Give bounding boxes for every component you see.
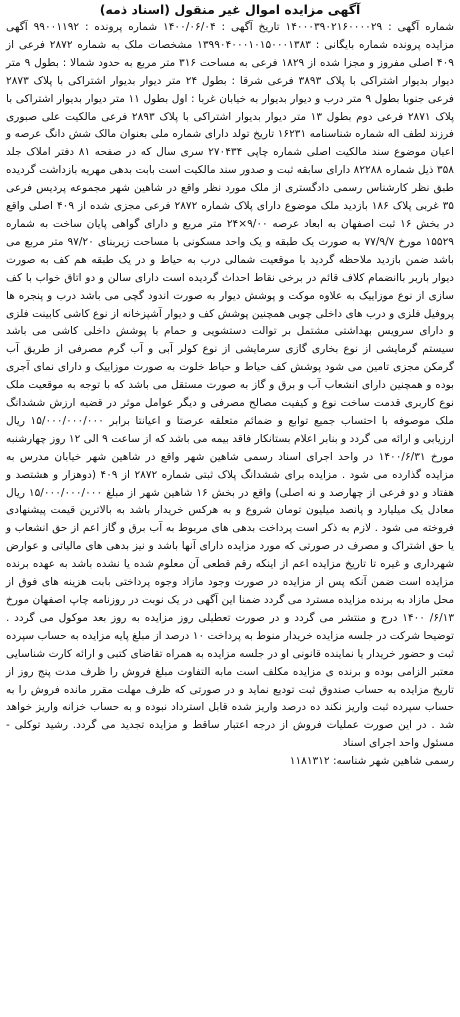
notice-title: آگهی مزایده اموال غیر منقول (اسناد ذمه) <box>99 2 361 17</box>
notice-body: شماره آگهی : ۱۴۰۰۰۳۹۰۲۱۶۰۰۰۰۲۹ تاریخ آگهی : ۱۴۰۰/۰۶/۰۴ شماره پرونده : ۹۹۰۰۱۱۹۲ آگهی مزایده پرونده شماره بایگانی : ۱۳۹۹۰۴۰۰۰۱۰۱۵۰۰۰۱۳۸۳ مشخصات ملک به شماره ۲۸۷۲ فرعی از ۴۰۹ اصلی مفروز و مجزا شده از ۱۸۲۹ فرعی به مساحت ۳۱۶ متر مربع به حدود شمالا : بطول ۹ متر دیوار بدیوار اشتراکی با پلاک ۳۸۹۳ فرعی شرقا : بطول ۲۴ متر دیوار بدیوار اشتراکی با پلاک ۲۸۷۳ فرعی جنوبا بطول ۹ متر درب و دیوار بدیوار به خیابان غربا : اول بطول ۱۱ متر دیوار بدیوار اشتراکی با پلاک ۲۸۷۱ فرعی دوم بطول ۱۳ متر دیوار بدیوار اشتراکی با پلاک ۲۸۹۳ فرعی مالکیت علی صبوری فرزند لطف اله شماره شناسنامه ۱۶۲۳۱ تاریخ تولد دارای شماره ملی بعنوان مالک شش دانگ عرصه و اعیان موضوع سند مالکیت اصلی شماره چاپی ۲۷۰۴۳۴ سری سال که در صفحه ۸۱ دفتر املاک جلد ۳۵۸ ذیل شماره ۸۲۲۸۸ دارای سابقه ثبت و صدور سند مالکیت است بابت بدهی مهریه بازداشت گردیده طبق نظر کارشناس رسمی دادگستری از ملک مورد نظر واقع در شاهین شهر مجموعه پردیس فرعی ۳۵ غربی پلاک ۱۸۶ بازدید ملک موضوع دارای پلاک شماره ۲۸۷۲ فرعی مجزی شده از ۴۰۹ اصلی واقع در بخش ۱۶ ثبت اصفهان به ابعاد عرصه ۹/۰۰×۲۴ متر مربع و دارای گواهی پایان ساخت به شماره ۱۵۵۲۹ مورخ ۷۷/۹/۷ به صورت یک طبقه و یک واحد مسکونی با مساحت زیربنای ۹۷/۲۰ متر مربع می باشد ضمن بازدید ملاحظه گردید با موقعیت شمالی درب به حیاط و در یک طبقه هم کف به صورت دیوار باربر باانضمام کلاف قائم در برخی نقاط احداث گردیده است دارای سالن و دو اتاق خواب با کف سازی از نوع موزاییک به علاوه موکت و پوشش دیوار به صورت اندود گچی می باشد درب و پنجره ها پروفیل فلزی و درب های داخلی چوبی همچنین پوشش کف و دیوار آشپزخانه از نوع کاشی کابینت فلزی و دارای سرویس بهداشتی مشتمل بر توالت دستشویی و حمام با پوشش داخلی کاشی می باشد سیستم گرمایشی از نوع بخاری گازی سرمایشی از نوع کولر آبی و آب گرم مصرفی از طریق آب گرمکن مجزی تامین می شود پوشش کف حیاط و حیاط خلوت به صورت موزاییک و دارای نمای آجری بوده و همچنین دارای انشعاب آب و برق و گاز به صورت مستقل می باشد که با توجه به موقعیت ملک نوع کاربری قدمت ساخت نوع و کیفیت مصالح مصرفی و دیگر عوامل موثر در قضیه ارزش ششدانگ ملک موصوفه با احتساب جمیع توابع و ضمائم متعلقه عرصتا و اعیانتا برابر ۱۵/۰۰۰/۰۰۰/۰۰۰ ریال ارزیابی و ارائه می گردد و بنابر اعلام بستانکار فاقد بیمه می باشد که از ساعت ۹ الی ۱۲ روز چهارشنبه مورخ ۱۴۰۰/۶/۳۱ در واحد اجرای اسناد رسمی شاهین شهر واقع در شاهین شهر خیابان مدرس به مزایده گذارده می شود . مزایده برای ششدانگ پلاک ثبتی شماره ۲۸۷۲ از ۴۰۹ (دوهزار و هشتصد و هفتاد و دو فرعی از چهارصد و نه اصلی) واقع در بخش ۱۶ شاهین شهر از مبلغ ۱۵/۰۰۰/۰۰۰/۰۰۰ ریال معادل یک میلیارد و پانصد میلیون تومان شروع و به هرکس خریدار باشد به بالاترین قیمت پیشنهادی فروخته می شود . لازم به ذکر است پرداخت بدهی های مربوط به آب برق و گاز اعم از حق انشعاب و یا حق اشتراک و مصرف در صورتی که مورد مزایده دارای آنها باشد و نیز بدهی های مالیاتی و عوارض شهرداری و غیره تا تاریخ مزایده اعم از اینکه رقم قطعی آن معلوم شده یا نشده باشد به عهده برنده مزایده است ضمن آنکه پس از مزایده در صورت وجود مازاد وجوه پرداختی بابت هزینه های فوق از محل مازاد به برنده مزایده مسترد می گردد ضمنا این آگهی در یک نوبت در روزنامه چاپ اصفهان مورخ ۶/۱۳/ ۱۴۰۰ درج و منتشر می گردد و در صورت تعطیلی روز مزایده به روز بعد موکول می گردد . توضیحا شرکت در جلسه مزایده خریدار منوط به پرداخت ۱۰ درصد از مبلغ پایه مزایده به حساب سپرده ثبت و حضور خریدار یا نماینده قانونی او در جلسه مزایده به همراه تقاضای کتبی و ارائه کارت شناسایی معتبر الزامی بوده و برنده ی مزایده مکلف است مابه التفاوت مبلغ فروش را ظرف مدت پنج روز از تاریخ مزایده به حساب صندوق ثبت تودیع نماید و در صورتی که ظرف مهلت مقرر مانده فروش را به حساب سپرده ثبت واریز نکند ده درصد واریز شده قابل استرداد نبوده و به حساب خزانه واریز خواهد شد . در این صورت عملیات فروش از درجه اعتبار ساقط و مزایده تجدید می گردد. رشید توکلی - مسئول واحد اجرای اسناد <box>6 21 455 750</box>
notice-signature: رسمی شاهین شهر شناسه: ۱۱۸۱۳۱۲ <box>289 755 454 768</box>
